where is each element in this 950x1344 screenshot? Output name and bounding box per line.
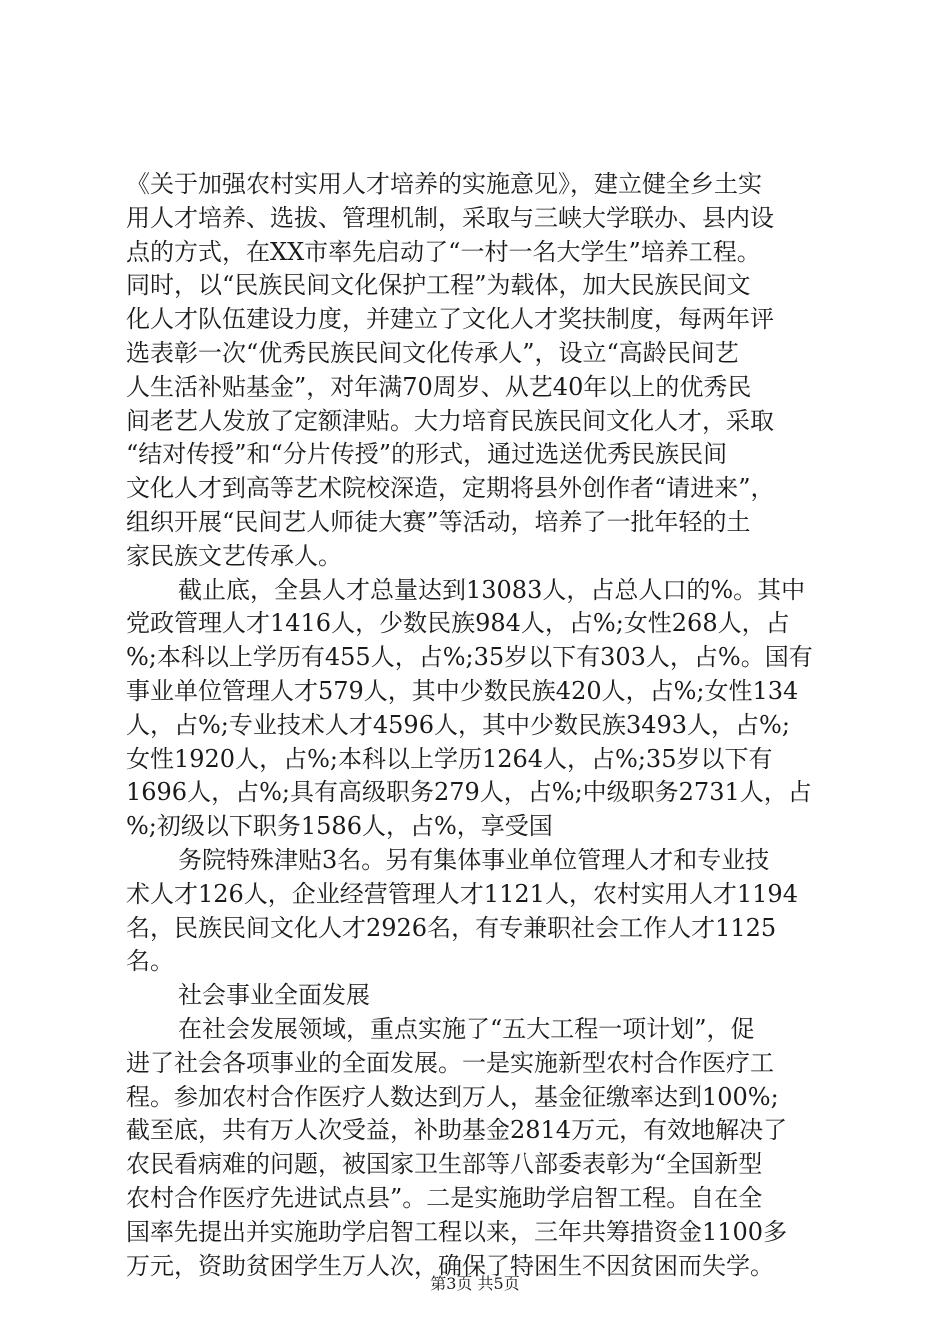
text-line: 人，占%;专业技术人才4596人，其中少数民族3493人，占%;: [126, 710, 790, 739]
text-line: %;初级以下职务1586人，占%，享受国: [126, 812, 553, 841]
text-line: 用人才培养、选拔、管理机制，采取与三峡大学联办、县内设: [126, 203, 774, 232]
text-line: 截至底，共有万人次受益，补助基金2814万元，有效地解决了: [126, 1116, 788, 1145]
paragraph-first-line: 截止底，全县人才总量达到13083人，占总人口的%。其中: [178, 575, 806, 604]
text-line: %;本科以上学历有455人，占%;35岁以下有303人，占%。国有: [126, 643, 813, 672]
text-line: 《关于加强农村实用人才培养的实施意见》，建立健全乡土实: [126, 170, 762, 198]
text-line: 文化人才到高等艺术院校深造，定期将县外创作者“请进来”，: [126, 474, 775, 503]
paragraph-first-line: 在社会发展领域，重点实施了“五大工程一项计划”，促: [178, 1014, 755, 1043]
text-line: 农民看病难的问题，被国家卫生部等八部委表彰为“全国新型: [126, 1150, 763, 1179]
text-line: 选表彰一次“优秀民族民间文化传承人”，设立“高龄民间艺: [126, 338, 739, 367]
text-line: 家民族文艺传承人。: [126, 541, 342, 570]
text-line: 间老艺人发放了定额津贴。大力培育民族民间文化人才，采取: [126, 406, 774, 435]
text-line: 事业单位管理人才579人，其中少数民族420人，占%;女性134: [126, 676, 799, 705]
text-line: 同时，以“民族民间文化保护工程”为载体，加大民族民间文: [126, 271, 751, 300]
text-line: 术人才126人，企业经营管理人才1121人，农村实用人才1194: [126, 879, 798, 908]
text-line: 万元，资助贫困学生万人次，确保了特困生不因贫困而失学。: [126, 1251, 774, 1280]
section-heading: 社会事业全面发展: [178, 981, 370, 1010]
text-line: 1696人，占%;具有高级职务279人，占%;中级职务2731人，占: [126, 778, 812, 807]
page-number-footer: 第3页 共5页: [430, 1274, 520, 1293]
text-line: 党政管理人才1416人，少数民族984人，占%;女性268人，占: [126, 609, 790, 638]
text-line: 组织开展“民间艺人师徒大赛”等活动，培养了一批年轻的土: [126, 507, 751, 536]
text-line: 程。参加农村合作医疗人数达到万人，基金征缴率达到100%;: [126, 1082, 779, 1111]
text-line: 名，民族民间文化人才2926名，有专兼职社会工作人才1125: [126, 913, 777, 942]
text-line: “结对传授”和“分片传授”的形式，通过选送优秀民族民间: [126, 440, 728, 469]
text-line: 名。: [126, 947, 174, 976]
text-line: 进了社会各项事业的全面发展。一是实施新型农村合作医疗工: [126, 1048, 774, 1077]
text-line: 农村合作医疗先进试点县”。二是实施助学启智工程。自在全: [126, 1183, 763, 1212]
paragraph-first-line: 务院特殊津贴3名。另有集体事业单位管理人才和专业技: [178, 845, 770, 874]
text-line: 人生活补贴基金”，对年满70周岁、从艺40年以上的优秀民: [126, 372, 752, 401]
text-line: 国率先提出并实施助学启智工程以来，三年共筹措资金1100多: [126, 1217, 788, 1246]
body-text: [126, 168, 832, 1283]
text-line: 点的方式，在XX市率先启动了“一村一名大学生”培养工程。: [126, 237, 761, 266]
text-line: 化人才队伍建设力度，并建立了文化人才奖扶制度，每两年评: [126, 305, 774, 334]
text-line: 女性1920人，占%;本科以上学历1264人，占%;35岁以下有: [126, 744, 773, 773]
